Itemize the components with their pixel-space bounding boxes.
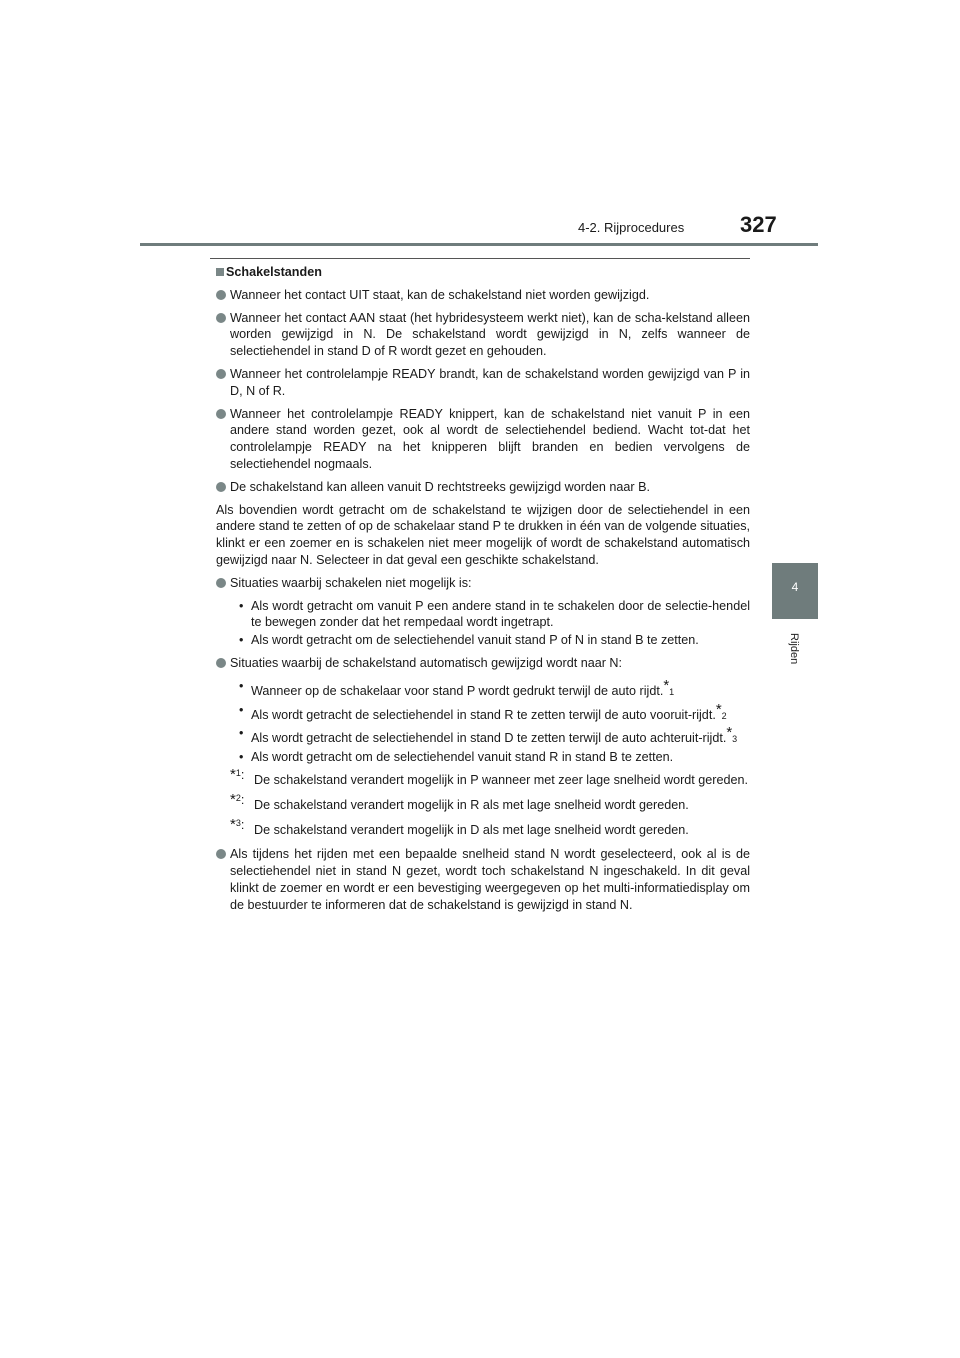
list-item-text: Als tijdens het rijden met een bepaalde snelheid stand N wordt geselecteerd, ook al is de selectiehendel niet in stand N gezet, wordt toch schakelstand N ingeschakeld. In dit geval klinkt de zoemer en wordt er een bevestiging weergegeven op het multi-informatiedisplay om de bestuurder te informeren dat de schakelstand is gewijzigd in stand N. <box>230 847 750 912</box>
round-bullet-icon <box>216 290 226 300</box>
list-item <box>216 655 750 672</box>
small-bullet-icon: • <box>239 750 244 765</box>
footnote-number: 3 <box>235 817 241 828</box>
list-item <box>216 846 750 913</box>
list-item <box>216 479 750 496</box>
sub-list-item-text: Wanneer op de schakelaar voor stand P wordt gedrukt terwijl de auto rijdt. <box>251 683 664 698</box>
chapter-number: 4 <box>791 580 799 594</box>
chapter-label: Rijden <box>788 633 800 665</box>
sub-list-item <box>216 632 750 649</box>
list-item <box>216 310 750 360</box>
round-bullet-icon <box>216 658 226 668</box>
round-bullet-icon <box>216 482 226 492</box>
sub-list-item <box>216 598 750 632</box>
small-bullet-icon: • <box>239 598 244 613</box>
footnote-colon: : <box>240 767 245 782</box>
footnote-label <box>230 817 244 835</box>
small-bullet-icon: • <box>239 633 244 648</box>
footnote-ref: 1 <box>669 686 675 697</box>
header-divider <box>140 243 818 246</box>
list-item-text: Situaties waarbij schakelen niet mogelijk is: <box>230 575 472 590</box>
round-bullet-icon <box>216 409 226 419</box>
footnote <box>216 815 750 839</box>
small-bullet-icon: • <box>239 678 244 693</box>
sub-list-item-text: Als wordt getracht om de selectiehendel vanuit stand R in stand B te zetten. <box>251 750 674 765</box>
list-item <box>216 366 750 400</box>
footnote-star: * <box>726 724 733 742</box>
footnote-label <box>230 767 244 785</box>
list-item-text: Situaties waarbij de schakelstand automatisch gewijzigd wordt naar N: <box>230 655 623 670</box>
round-bullet-icon <box>216 849 226 859</box>
footnote-label <box>230 792 244 810</box>
footnote-ref: 3 <box>732 734 738 745</box>
section-heading-text: Schakelstanden <box>226 265 322 279</box>
footnote-star: * <box>230 790 236 808</box>
page-content <box>216 264 750 920</box>
sub-list-item <box>216 702 750 725</box>
footnote <box>216 790 750 814</box>
footnote-number: 2 <box>235 792 241 803</box>
header-section-title: 4-2. Rijprocedures <box>578 220 685 235</box>
sub-list-item <box>216 678 750 701</box>
list-item <box>216 575 750 592</box>
list-item-text: Wanneer het controlelampje READY brandt, kan de schakelstand worden gewijzigd van P in D, N of R. <box>230 366 750 398</box>
footnote-text: De schakelstand verandert mogelijk in D als met lage snelheid wordt gereden. <box>254 822 689 837</box>
footnote-star: * <box>715 700 722 718</box>
footnote-ref: 2 <box>721 710 727 721</box>
footnote-star: * <box>663 676 670 694</box>
round-bullet-icon <box>216 578 226 588</box>
footnote-star: * <box>230 815 236 833</box>
footnote-star: * <box>230 765 236 783</box>
sub-list-item <box>216 725 750 748</box>
page-number: 327 <box>740 212 777 237</box>
footnote-colon: : <box>240 792 245 807</box>
body-paragraph: Als bovendien wordt getracht om de schakelstand te wijzigen door de selectiehendel in een andere stand te zetten of op de schakelaar stand P te drukken in één van de volgende situaties, klinkt er een zoemer en is schakelen niet meer mogelijk of wordt de schakelstand automatisch gewijzigd naar N. Selecteer in dat geval een geschikte schakelstand. <box>216 502 750 567</box>
list-item-text: Wanneer het controlelampje READY knippert, kan de schakelstand niet vanuit P in een andere stand worden gezet, ook al wordt de selectiehendel bediend. Wacht tot-dat het controlelampje READY na het knipperen blijft branden en bedien vervolgens de selectiehendel nogmaals. <box>230 406 750 471</box>
list-item <box>216 406 750 473</box>
footnote-text: De schakelstand verandert mogelijk in P wanneer met zeer lage snelheid wordt gereden. <box>254 772 749 787</box>
small-bullet-icon: • <box>239 726 244 741</box>
section-divider <box>210 258 750 259</box>
list-item-text: Wanneer het contact AAN staat (het hybridesysteem werkt niet), kan de scha-kelstand alleen worden gewijzigd in N. De schakelstand wordt gewijzigd in N, zelfs wanneer de selectiehendel in stand D of R wordt gezet en gehouden. <box>230 310 750 359</box>
square-bullet-icon <box>216 268 224 276</box>
round-bullet-icon <box>216 313 226 323</box>
sub-list-item-text: Als wordt getracht om vanuit P een andere stand in te schakelen door de selectie-hendel te bewegen zonder dat het rempedaal wordt ingetrapt. <box>251 598 750 630</box>
sub-list-item-text: Als wordt getracht de selectiehendel in stand R te zetten terwijl de auto vooruit-rijdt. <box>251 707 716 722</box>
round-bullet-icon <box>216 369 226 379</box>
sub-list-item <box>216 749 750 766</box>
footnote-number: 1 <box>235 767 241 778</box>
sub-list-item-text: Als wordt getracht de selectiehendel in stand D te zetten terwijl de auto achteruit-rijdt. <box>251 731 727 746</box>
footnote-text: De schakelstand verandert mogelijk in R als met lage snelheid wordt gereden. <box>254 797 689 812</box>
list-item-text: Wanneer het contact UIT staat, kan de schakelstand niet worden gewijzigd. <box>230 287 650 302</box>
footnote-colon: : <box>240 817 245 832</box>
list-item <box>216 287 750 304</box>
sub-list-item-text: Als wordt getracht om de selectiehendel vanuit stand P of N in stand B te zetten. <box>251 633 699 648</box>
section-heading <box>216 264 750 281</box>
list-item-text: De schakelstand kan alleen vanuit D rechtstreeks gewijzigd worden naar B. <box>230 479 651 494</box>
small-bullet-icon: • <box>239 702 244 717</box>
footnote <box>216 765 750 789</box>
